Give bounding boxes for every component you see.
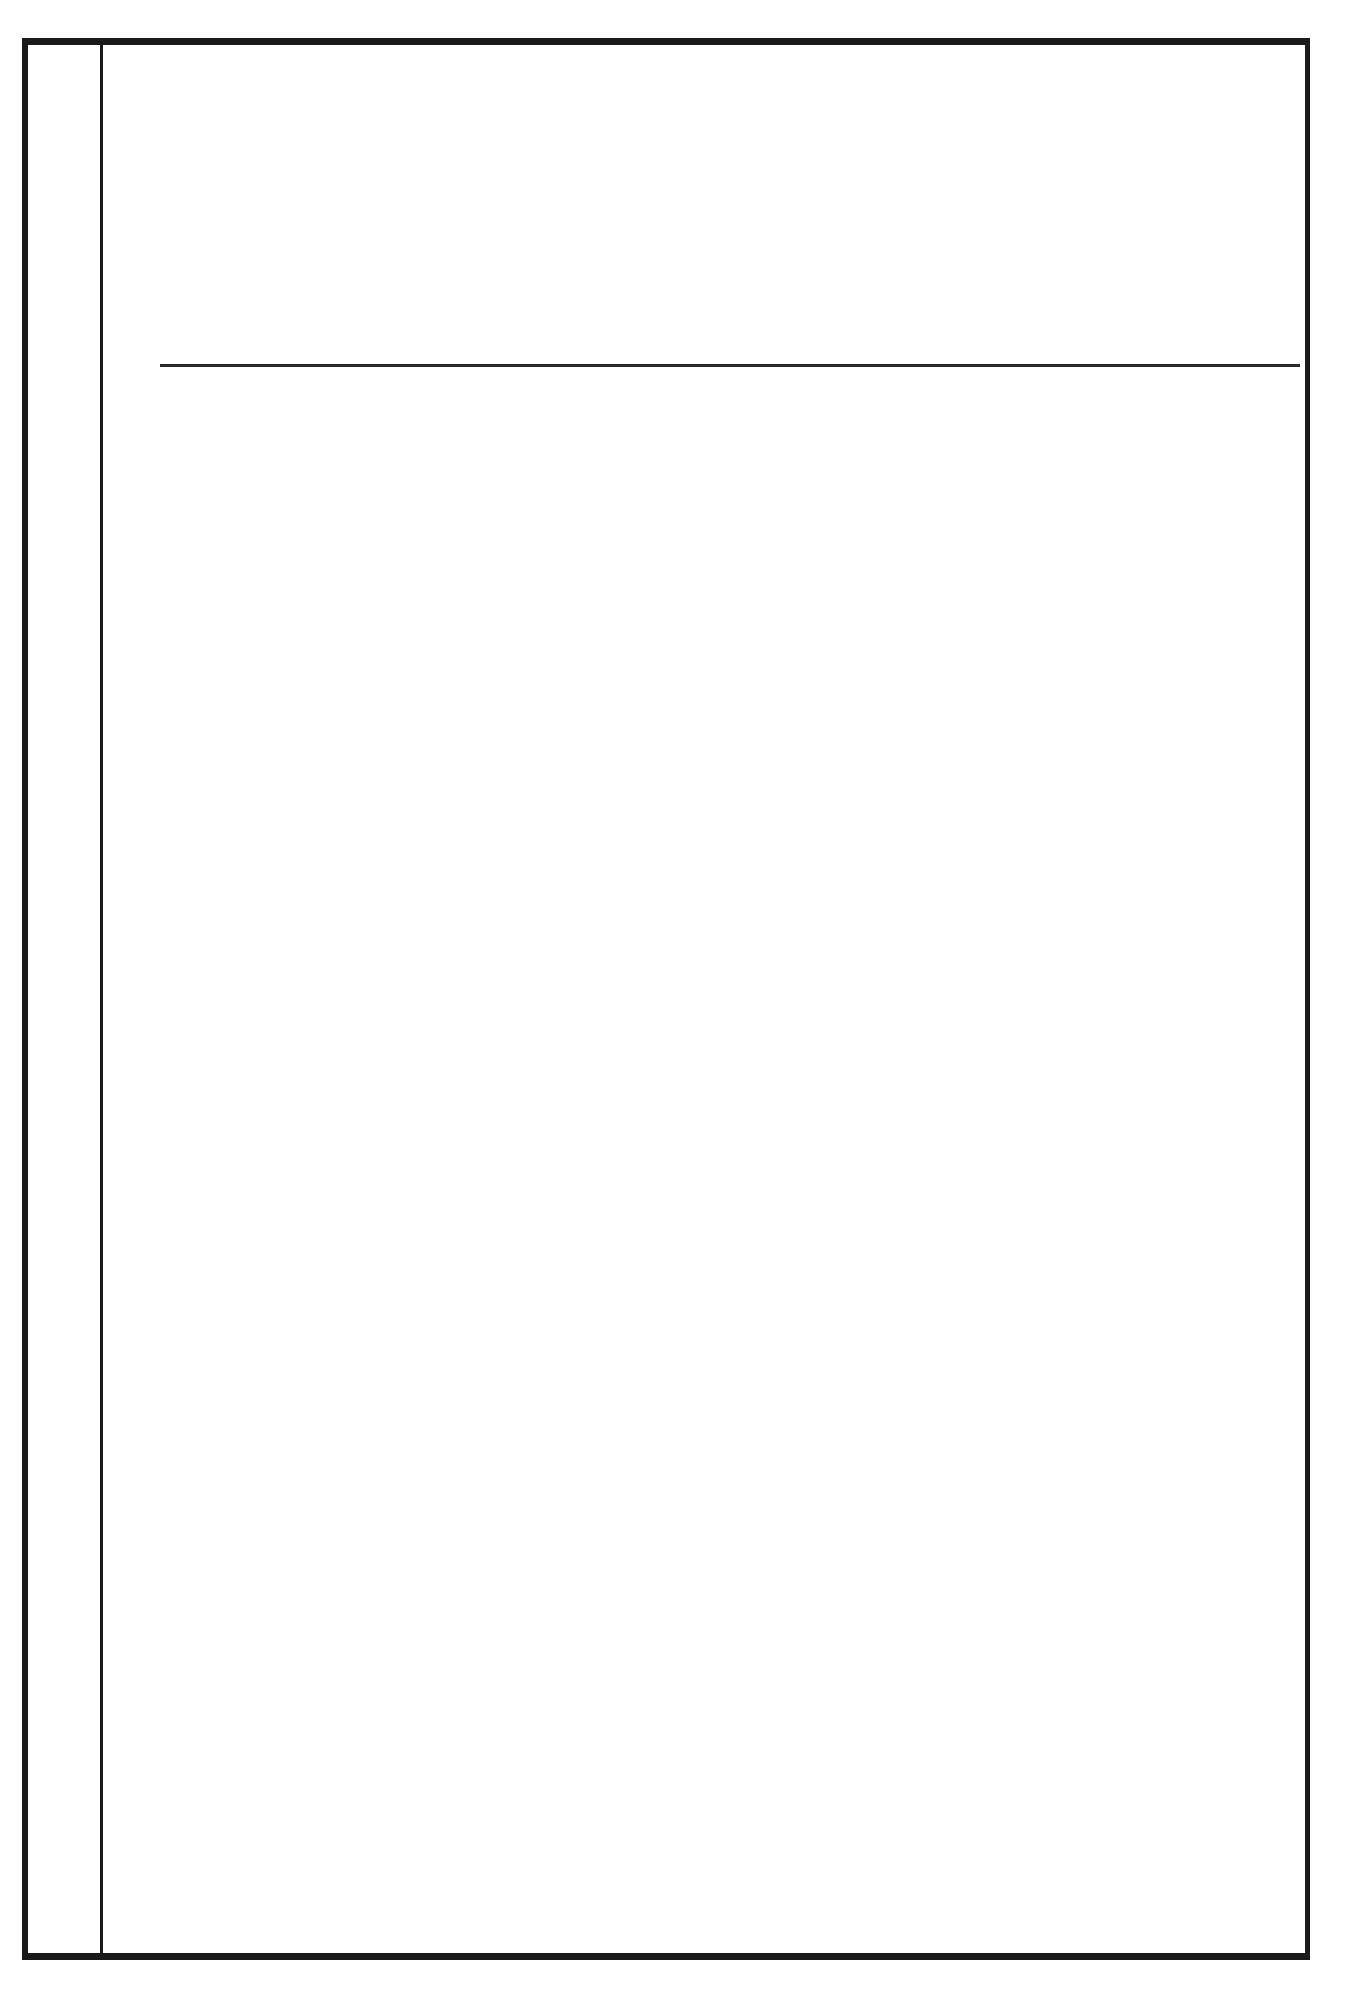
section-divider [160, 364, 1300, 367]
page-frame [22, 38, 1310, 1960]
margin-rule [100, 38, 103, 1960]
